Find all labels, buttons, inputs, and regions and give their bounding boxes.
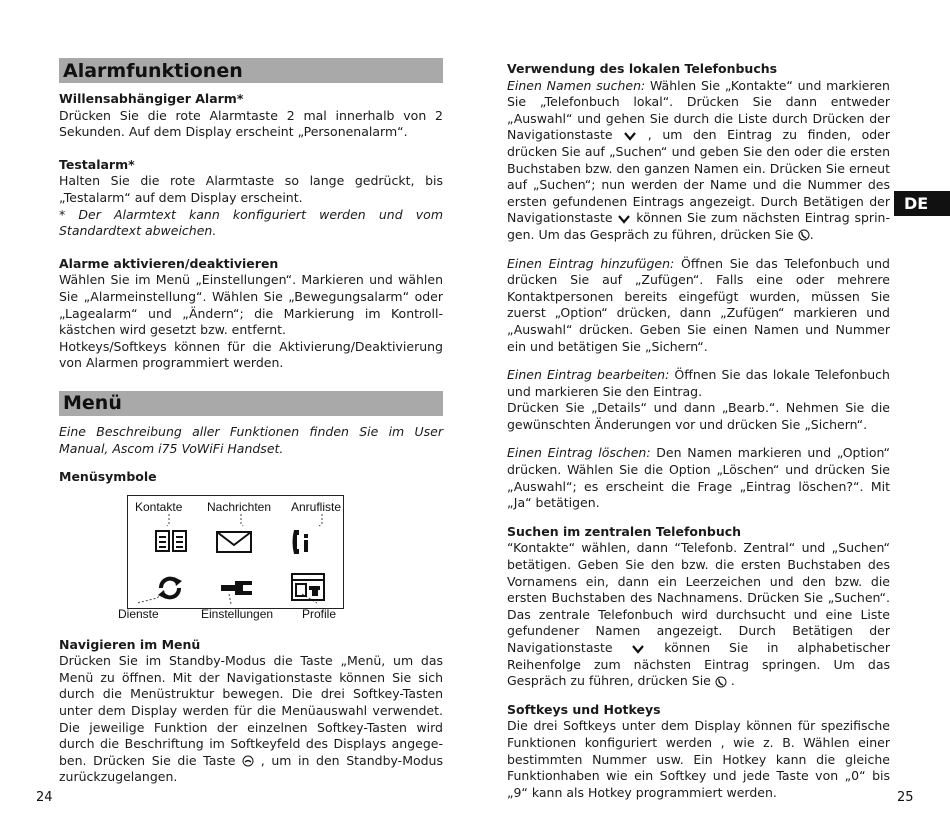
- menu-symbols-diagram: [112, 490, 342, 625]
- label-einstellungen: Einstellungen: [201, 606, 274, 621]
- envelope-icon: [215, 530, 253, 554]
- call-list-icon: [290, 528, 314, 556]
- activate-alarm-title: Alarme aktivieren/deaktivieren: [59, 255, 279, 271]
- activate-alarm-text: Wählen Sie im Menü „Einstellungen“. Markieren und wählen Sie „Alarmeinstellung“. Wählen Sie „Bewegungsalarm“ oder „Lagealarm“ und „Ändern“; die Markierung im Kontrollkästchen wird gesetzt bzw. entfernt.: [59, 272, 443, 338]
- menu-section-header: Menü: [59, 391, 443, 416]
- label-kontakte: Kontakte: [135, 499, 183, 514]
- softkeys-title: Softkeys und Hotkeys: [507, 701, 661, 717]
- wrench-settings-icon: [219, 578, 255, 598]
- page-number-left: 24: [36, 790, 53, 805]
- central-phonebook-text: “Kontakte“ wählen, dann “Telefonb. Zentral“ und „Suchen“ betätigen. Geben Sie den bzw. die ersten Buchstaben des Vornamens ein, dann ein Leerzeichen und den bzw. die ersten Buchstaben des Nachnamens. Drücken Sie „Suchen“. Das zentrale Telefonbuch wird durchsucht und eine Liste gefundener Namen angezeigt. Durch Betätigen der Navigationstaste können Sie in alphabetischer Reihenfolge zum nächsten Eintrag springen. Um das Gespräch zu führen, drücken Sie .: [507, 540, 890, 689]
- willens-alarm-text: Drücken Sie die rote Alarmtaste 2 mal innerhalb von 2 Sekunden. Auf dem Display erscheint „Personenalarm“.: [59, 107, 443, 140]
- nav-text: Drücken Sie im Standby-Modus die Taste „Menü, um das Menü zu öffnen. Mit der Navigationstaste können Sie sich durch die Menüstruktur bewegen. Die drei Softkey-Tasten unter dem Display werden für die Menüauswahl verwendet. Die jeweilige Funktion der einzelnen Softkey-Tasten wird durch die Beschriftung im Softkeyfeld des Displays angegeben. Drücken Sie die Taste , um in den Standby-Modus zurückzugelangen.: [59, 653, 443, 785]
- edit-entry-text-a: Einen Eintrag bearbeiten: Öffnen Sie das lokale Telefonbuch und markieren Sie den Eintrag.: [507, 367, 890, 399]
- right-column: [507, 58, 890, 801]
- menu-intro: Eine Beschreibung aller Funktionen finden Sie im User Manual, Ascom i75 VoWiFi Handset.: [59, 423, 443, 456]
- menu-symbols-title: Menüsymbole: [59, 469, 157, 485]
- nav-title: Navigieren im Menü: [59, 636, 201, 652]
- label-anrufliste: Anrufliste: [291, 499, 342, 514]
- label-dienste: Dienste: [118, 606, 159, 621]
- call-key-icon: [715, 676, 727, 688]
- profile-card-icon: [290, 572, 326, 602]
- nav-down-arrow-icon: [623, 131, 637, 141]
- local-phonebook-title: Verwendung des lokalen Telefonbuchs: [507, 61, 778, 76]
- hotkeys-alarm-text: Hotkeys/Softkeys können für die Aktivierung/Deaktivierung von Alarmen programmiert werden.: [59, 338, 443, 371]
- services-cycle-icon: [155, 574, 185, 602]
- search-name-text: Einen Namen suchen: Wählen Sie „Kontakte“ und markieren Sie „Telefonbuch lokal“. Drücken Sie dann entweder „Auswahl“ und gehen Sie durch die Liste durch Drücken der Navigationstaste , um den Eintrag zu finden, oder drücken Sie auf „Suchen“ und geben Sie den oder die ersten Buchstaben bzw. den ganzen Namen ein. Drücken Sie erneut auf „Suchen“; nun werden der Name und die Nummer des ersten gefundenen Eintrags angezeigt. Durch Betätigen der Navigationstaste können Sie zum nächsten Eintrag springen. Um das Gespräch zu führen, drücken Sie .: [507, 77, 890, 242]
- edit-entry-text-b: Drücken Sie „Details“ und dann „Bearb.“. Nehmen Sie die gewünschten Änderungen vor und drücken Sie „Sichern“.: [507, 400, 890, 432]
- softkeys-text: Die drei Softkeys unter dem Display können für spezifische Funktionen konfiguriert werden , wie z. B. Wählen einer bestimmten Nummer usw. Ein Hotkey kann die gleiche Funktionhaben wie ein Softkey und jede Taste von „0“ bis „9“ kann als Hotkey programmiert werden.: [507, 718, 890, 800]
- language-tab: DE: [894, 191, 950, 216]
- nav-down-arrow-icon: [617, 214, 631, 224]
- central-phonebook-title: Suchen im zentralen Telefonbuch: [507, 523, 742, 539]
- label-nachrichten: Nachrichten: [207, 499, 272, 514]
- test-alarm-title: Testalarm*: [59, 156, 135, 172]
- alarm-section-header: Alarmfunktionen: [59, 58, 443, 83]
- test-alarm-note: * Der Alarmtext kann konfiguriert werden und vom Standardtext abweichen.: [59, 206, 443, 239]
- book-icon: [154, 528, 188, 554]
- label-profile: Profile: [302, 606, 337, 621]
- willens-alarm-title: Willensabhängiger Alarm*: [59, 91, 244, 106]
- page-number-right: 25: [897, 790, 914, 805]
- left-column: [59, 58, 443, 786]
- callout-lines: [112, 490, 342, 625]
- nav-down-arrow-icon: [631, 644, 645, 654]
- add-entry-text: Einen Eintrag hinzufügen: Öffnen Sie das Telefonbuch und drücken Sie auf „Zufügen“. Falls eine oder mehrere Kontaktpersonen bereits eingefügt wurden, müssen Sie zuerst „Option“ drücken, dann „Zufügen“ markieren und „Auswahl“ drücken. Geben Sie einen Namen und Nummer ein und betätigen Sie „Sichern“.: [507, 255, 890, 354]
- delete-entry-text: Einen Eintrag löschen: Den Namen markieren und „Option“ drücken. Wählen Sie die Option „Löschen“ und drücken Sie „Auswahl“; es erscheint die Frage „Eintrag löschen?“. Mit „Ja“ betätigen.: [507, 445, 890, 511]
- end-call-key-icon: [242, 755, 254, 767]
- call-key-icon: [798, 229, 810, 241]
- test-alarm-text: Halten Sie die rote Alarmtaste so lange gedrückt, bis „Testalarm“ auf dem Display erscheint.: [59, 173, 443, 205]
